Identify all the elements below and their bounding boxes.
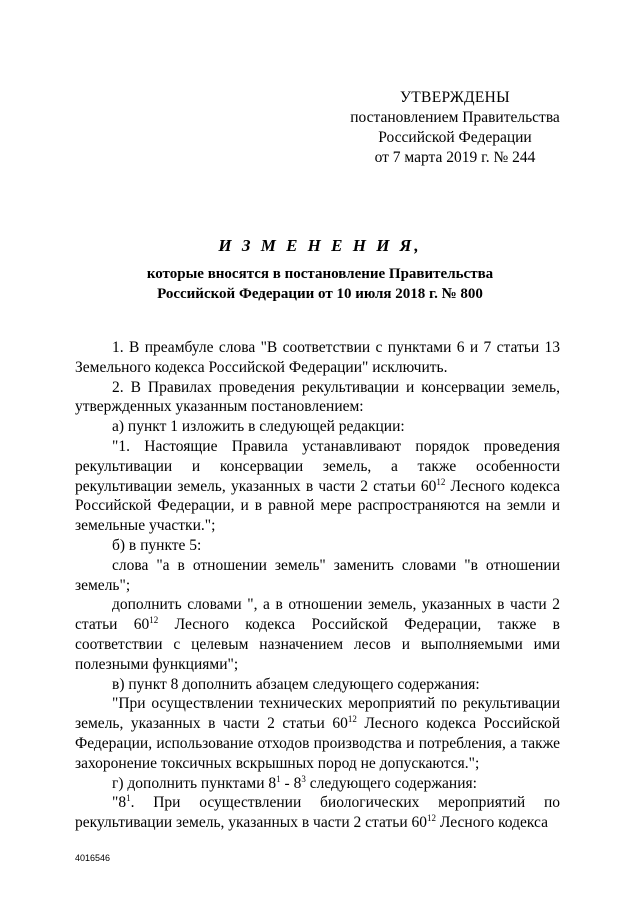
paragraph-4-text-b: Лесного кодекса Российской Федерации, и в равной мере распространяются на земли и земельные участки."; <box>75 477 560 535</box>
paragraph-7 <box>75 595 560 674</box>
paragraph-11-text-c: Лесного кодекса <box>436 814 548 832</box>
approval-heading: УТВЕРЖДЕНЫ <box>400 89 510 106</box>
document-subtitle <box>100 264 540 304</box>
paragraph-10-text-c: следующего содержания: <box>305 774 477 792</box>
approval-stamp <box>330 88 580 168</box>
paragraph-10-text-b: - 8 <box>280 774 302 792</box>
paragraph-7-text-a: дополнить словами ", а в отношении земель, указанных в части 2 статьи 60 <box>75 596 560 634</box>
superscript-12: 12 <box>436 476 446 487</box>
paragraph-2: 2. В Правилах проведения рекультивации и консервации земель, утвержденных указанным постановлением: <box>75 378 560 416</box>
paragraph-11 <box>75 793 560 833</box>
paragraph-4 <box>75 437 560 536</box>
superscript-1: 1 <box>276 773 281 784</box>
subtitle-line-1: которые вносятся в постановление Правительства <box>146 266 494 282</box>
paragraph-9-text-b: Лесного кодекса Российской Федерации, использование отходов производства и потребления, а также захоронение токсичных вскрышных пород не допускаются."; <box>75 715 560 772</box>
paragraph-11-text-a: "8 <box>112 794 127 812</box>
paragraph-10 <box>75 774 560 794</box>
paragraph-9-text-a: "При осуществлении технических мероприятий по рекультивации земель, указанных в части 2 статьи 60 <box>75 695 560 733</box>
superscript-12: 12 <box>427 813 436 824</box>
paragraph-3: а) пункт 1 изложить в следующей редакции: <box>112 418 405 436</box>
approval-line-3: от 7 марта 2019 г. № 244 <box>374 149 536 166</box>
paragraph-4-text-a: "1. Настоящие Правила устанавливают порядок проведения рекультивации и консервации земель, а также особенности рекультивации земель, указанных в части 2 статьи 60 <box>75 437 560 495</box>
superscript-12: 12 <box>149 615 159 626</box>
approval-line-1: постановлением Правительства <box>350 109 560 126</box>
superscript-12: 12 <box>347 714 357 725</box>
paragraph-10-text-a: г) дополнить пунктами 8 <box>112 774 277 792</box>
paragraph-8: в) пункт 8 дополнить абзацем следующего содержания: <box>112 675 480 693</box>
superscript-1: 1 <box>126 793 131 804</box>
document-code: 4016546 <box>75 853 111 863</box>
paragraph-1: 1. В преамбуле слова "В соответствии с пунктами 6 и 7 статьи 13 Земельного кодекса Российской Федерации" исключить. <box>75 339 560 376</box>
document-body <box>75 338 560 833</box>
subtitle-line-2: Российской Федерации от 10 июля 2018 г. № 800 <box>157 286 483 302</box>
paragraph-11-text-b: . При осуществлении биологических мероприятий по рекультивации земель, указанных в части 2 статьи 60 <box>75 794 560 832</box>
paragraph-9 <box>75 694 560 773</box>
document-title: И З М Е Н Е Н И Я, <box>218 236 422 255</box>
approval-line-2: Российской Федерации <box>378 129 532 146</box>
paragraph-6: слова "а в отношении земель" заменить словами "в отношении земель"; <box>75 556 560 594</box>
paragraph-7-text-b: Лесного кодекса Российской Федерации, также в соответствии с целевым назначением лесов и выполняемыми ими полезными функциями"; <box>75 616 561 673</box>
superscript-3: 3 <box>301 773 306 784</box>
paragraph-5: б) в пункте 5: <box>112 536 202 554</box>
